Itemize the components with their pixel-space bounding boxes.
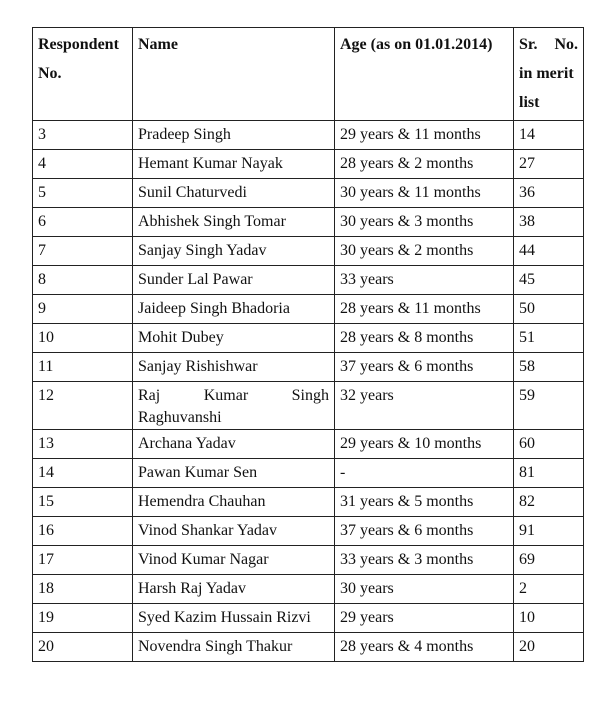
- respondent-no-cell: 10: [33, 324, 133, 353]
- table-row: [33, 266, 584, 295]
- age-cell: 28 years & 11 months: [335, 295, 514, 324]
- respondent-no-cell: 14: [33, 459, 133, 488]
- header-merit-sr: Sr.: [519, 36, 538, 53]
- respondent-no-cell: 8: [33, 266, 133, 295]
- age-cell: 37 years & 6 months: [335, 517, 514, 546]
- respondent-no-cell: 7: [33, 237, 133, 266]
- age-cell: 28 years & 2 months: [335, 150, 514, 179]
- merit-cell: 44: [514, 237, 584, 266]
- respondent-no-cell: 11: [33, 353, 133, 382]
- name-cell: Sanjay Singh Yadav: [133, 237, 335, 266]
- table-row: [33, 633, 584, 662]
- name-cell: Novendra Singh Thakur: [133, 633, 335, 662]
- name-cell: Vinod Shankar Yadav: [133, 517, 335, 546]
- age-cell: 30 years & 2 months: [335, 237, 514, 266]
- respondent-no-cell: 15: [33, 488, 133, 517]
- respondent-no-cell: 20: [33, 633, 133, 662]
- merit-cell: 36: [514, 179, 584, 208]
- age-cell: 29 years & 11 months: [335, 121, 514, 150]
- merit-cell: 82: [514, 488, 584, 517]
- name-cell: Harsh Raj Yadav: [133, 575, 335, 604]
- age-cell: 33 years: [335, 266, 514, 295]
- header-age-label: Age (as on 01.01.2014): [340, 36, 493, 53]
- name-cell: Sanjay Rishishwar: [133, 353, 335, 382]
- age-cell: 32 years: [335, 382, 514, 430]
- name-line2: Raghuvanshi: [138, 409, 222, 426]
- name-cell: Hemendra Chauhan: [133, 488, 335, 517]
- name-cell: Abhishek Singh Tomar: [133, 208, 335, 237]
- name-part-singh: Singh: [291, 387, 329, 404]
- merit-cell: 14: [514, 121, 584, 150]
- header-respondent-line1: Respondent: [38, 36, 119, 53]
- name-line1: [138, 385, 329, 407]
- age-cell: 33 years & 3 months: [335, 546, 514, 575]
- age-cell: 30 years: [335, 575, 514, 604]
- respondent-no-cell: 17: [33, 546, 133, 575]
- age-cell: 28 years & 8 months: [335, 324, 514, 353]
- header-name: [133, 28, 335, 121]
- header-row: [33, 28, 584, 121]
- respondent-no-cell: 12: [33, 382, 133, 430]
- table-row: [33, 150, 584, 179]
- table-row: [33, 575, 584, 604]
- header-respondent-no: [33, 28, 133, 121]
- respondent-no-cell: 19: [33, 604, 133, 633]
- name-cell: Archana Yadav: [133, 430, 335, 459]
- merit-cell: 91: [514, 517, 584, 546]
- respondent-no-cell: 13: [33, 430, 133, 459]
- name-cell: [133, 382, 335, 430]
- age-cell: 31 years & 5 months: [335, 488, 514, 517]
- name-cell: Sunil Chaturvedi: [133, 179, 335, 208]
- merit-cell: 58: [514, 353, 584, 382]
- table-row: [33, 208, 584, 237]
- respondent-no-cell: 3: [33, 121, 133, 150]
- merit-cell: 20: [514, 633, 584, 662]
- respondents-table: [32, 27, 584, 662]
- age-cell: 30 years & 11 months: [335, 179, 514, 208]
- respondent-no-cell: 4: [33, 150, 133, 179]
- name-cell: Sunder Lal Pawar: [133, 266, 335, 295]
- header-merit-line1: [519, 30, 578, 59]
- table-row: [33, 488, 584, 517]
- merit-cell: 10: [514, 604, 584, 633]
- respondent-no-cell: 9: [33, 295, 133, 324]
- respondent-no-cell: 5: [33, 179, 133, 208]
- merit-cell: 50: [514, 295, 584, 324]
- merit-cell: 27: [514, 150, 584, 179]
- table-row: [33, 430, 584, 459]
- age-cell: 37 years & 6 months: [335, 353, 514, 382]
- age-cell: 29 years: [335, 604, 514, 633]
- table-row: [33, 459, 584, 488]
- table-row: [33, 295, 584, 324]
- table-row: [33, 179, 584, 208]
- header-merit: [514, 28, 584, 121]
- respondent-no-cell: 16: [33, 517, 133, 546]
- header-merit-line2: in merit: [519, 65, 574, 82]
- merit-cell: 38: [514, 208, 584, 237]
- table-row: [33, 382, 584, 430]
- header-name-label: Name: [138, 36, 178, 53]
- merit-cell: 60: [514, 430, 584, 459]
- name-cell: Pawan Kumar Sen: [133, 459, 335, 488]
- age-cell: -: [335, 459, 514, 488]
- age-cell: 29 years & 10 months: [335, 430, 514, 459]
- table-row: [33, 324, 584, 353]
- table-row: [33, 237, 584, 266]
- table-row: [33, 121, 584, 150]
- table-row: [33, 517, 584, 546]
- merit-cell: 69: [514, 546, 584, 575]
- name-cell: Pradeep Singh: [133, 121, 335, 150]
- respondent-no-cell: 6: [33, 208, 133, 237]
- merit-cell: 81: [514, 459, 584, 488]
- table-row: [33, 353, 584, 382]
- name-cell: Hemant Kumar Nayak: [133, 150, 335, 179]
- header-merit-no: No.: [554, 36, 578, 53]
- merit-cell: 59: [514, 382, 584, 430]
- header-merit-line3: list: [519, 94, 540, 111]
- name-cell: Jaideep Singh Bhadoria: [133, 295, 335, 324]
- merit-cell: 51: [514, 324, 584, 353]
- age-cell: 30 years & 3 months: [335, 208, 514, 237]
- name-cell: Mohit Dubey: [133, 324, 335, 353]
- header-age: [335, 28, 514, 121]
- name-cell: Syed Kazim Hussain Rizvi: [133, 604, 335, 633]
- merit-cell: 2: [514, 575, 584, 604]
- header-respondent-line2: No.: [38, 65, 62, 82]
- respondent-no-cell: 18: [33, 575, 133, 604]
- age-cell: 28 years & 4 months: [335, 633, 514, 662]
- table-row: [33, 604, 584, 633]
- name-cell: Vinod Kumar Nagar: [133, 546, 335, 575]
- merit-cell: 45: [514, 266, 584, 295]
- name-part-kumar: Kumar: [203, 387, 249, 404]
- name-part-raj: Raj: [138, 387, 161, 404]
- table-row: [33, 546, 584, 575]
